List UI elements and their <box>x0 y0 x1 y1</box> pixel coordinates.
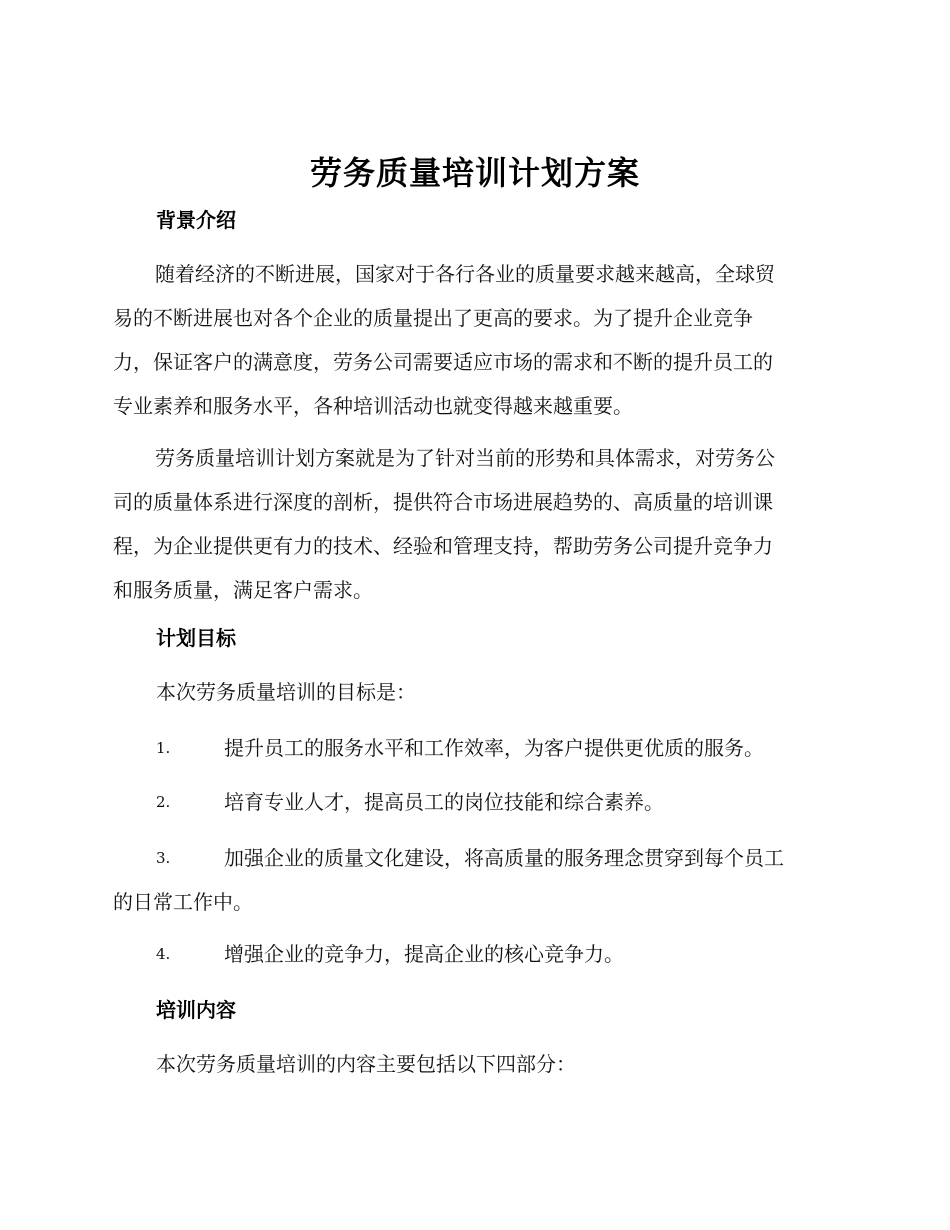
paragraph-line: 劳务质量培训计划方案就是为了针对当前的形势和具体需求，对劳务公 <box>155 446 775 470</box>
paragraph-line: 程，为企业提供更有力的技术、经验和管理支持，帮助劳务公司提升竞争力 <box>113 534 773 558</box>
paragraph-line: 随着经济的不断进展，国家对于各行各业的质量要求越来越高，全球贸 <box>155 262 775 286</box>
list-number: 4. <box>156 945 171 963</box>
section-heading-content: 培训内容 <box>156 998 236 1022</box>
list-text: 加强企业的质量文化建设，将高质量的服务理念贯穿到每个员工 <box>224 846 784 870</box>
paragraph-line: 司的质量体系进行深度的剖析，提供符合市场进展趋势的、高质量的培训课 <box>113 490 773 514</box>
section-heading-background: 背景介绍 <box>156 208 236 232</box>
list-item <box>113 836 833 924</box>
list-item <box>113 726 833 770</box>
section-heading-goals: 计划目标 <box>156 626 236 650</box>
paragraph-line: 力，保证客户的满意度，劳务公司需要适应市场的需求和不断的提升员工的 <box>113 350 773 374</box>
paragraph-line: 专业素养和服务水平，各种培训活动也就变得越来越重要。 <box>113 394 633 418</box>
list-number: 1. <box>156 739 171 757</box>
content-intro: 本次劳务质量培训的内容主要包括以下四部分： <box>156 1052 576 1076</box>
background-paragraph-2 <box>113 436 833 612</box>
list-text: 提升员工的服务水平和工作效率，为客户提供更优质的服务。 <box>224 736 764 760</box>
paragraph-line: 易的不断进展也对各个企业的质量提出了更高的要求。为了提升企业竞争 <box>113 306 753 330</box>
list-number: 3. <box>156 849 171 867</box>
list-text: 增强企业的竞争力，提高企业的核心竞争力。 <box>224 942 624 966</box>
paragraph-line: 和服务质量，满足客户需求。 <box>113 578 373 602</box>
list-item <box>113 932 833 976</box>
document-title: 劳务质量培训计划方案 <box>309 154 640 192</box>
list-number: 2. <box>156 793 171 811</box>
list-text: 的日常工作中。 <box>113 890 253 914</box>
goals-intro: 本次劳务质量培训的目标是： <box>156 680 416 704</box>
list-text: 培育专业人才，提高员工的岗位技能和综合素养。 <box>224 790 664 814</box>
background-paragraph-1 <box>113 252 833 428</box>
list-item <box>113 780 833 824</box>
